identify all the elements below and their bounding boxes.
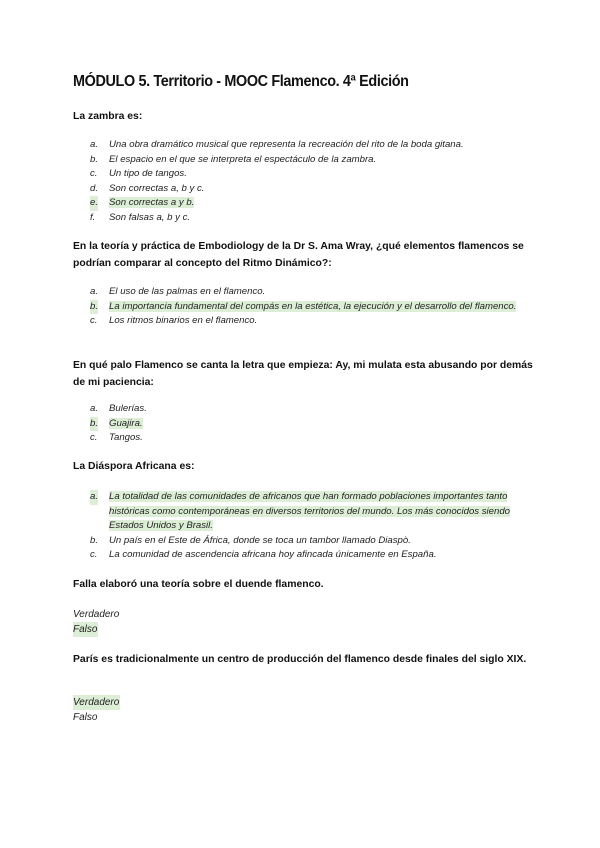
answer-option: f. Son falsas a, b y c. — [90, 211, 191, 223]
answer-option-correct: b. La importancia fundamental del compás en la estética, la ejecución y el desarrollo del flamenco. — [73, 300, 533, 315]
question-1-text: La zambra es: — [73, 111, 143, 122]
document-title: MÓDULO 5. Territorio - MOOC Flamenco. 4ª Edición — [73, 73, 409, 90]
question-3-text: En qué palo Flamenco se canta la letra que empieza: Ay, mi mulata esta abusando por demás de mi paciencia: — [73, 360, 533, 388]
answer-option: c. Un tipo de tangos. — [90, 168, 187, 179]
answer-option: b. Un país en el Este de África, donde se toca un tambor llamado Diaspò. — [90, 534, 411, 546]
true-false-options-5 — [73, 607, 120, 637]
answer-option: Verdadero — [73, 609, 120, 620]
question-3-options — [73, 402, 533, 446]
question-4-text: La Diáspora Africana es: — [73, 461, 195, 472]
answer-option: Falso — [73, 712, 98, 723]
answer-option-correct: a. La totalidad de las comunidades de africanos que han formado poblaciones importantes tanto históricas como contemporáneas en diversos territorios del mundo. Los más conocidos siendo Estados Unidos y Brasil. — [90, 491, 511, 531]
question-5-text: Falla elaboró una teoría sobre el duende flamenco. — [73, 579, 324, 590]
answer-option-correct: Verdadero — [73, 697, 120, 708]
question-2-text: En la teoría y práctica de Embodiology de la Dr S. Ama Wray, ¿qué elementos flamencos se podrían comparar al concepto del Ritmo Dinámico?: — [73, 241, 524, 269]
answer-option: c. La comunidad de ascendencia africana hoy afincada únicamente en España. — [90, 549, 437, 560]
question-6-text: París es tradicionalmente un centro de producción del flamenco desde finales del siglo XIX. — [73, 654, 527, 665]
question-2-options — [73, 285, 533, 329]
true-false-options-6 — [73, 695, 120, 725]
question-1-options — [73, 138, 533, 225]
answer-option: a. Bulerías. — [90, 403, 147, 414]
answer-option: b. El espacio en el que se interpreta el espectáculo de la zambra. — [90, 153, 377, 165]
answer-option: a. Una obra dramático musical que representa la recreación del rito de la boda gitana. — [90, 139, 464, 150]
question-4-options — [73, 490, 533, 563]
answer-option-correct: b. Guajira. — [73, 417, 533, 432]
answer-option-correct: e. Son correctas a y b. — [73, 196, 533, 211]
answer-option-correct: Falso — [73, 624, 98, 635]
answer-option: c. Tangos. — [90, 432, 143, 443]
answer-option: c. Los ritmos binarios en el flamenco. — [90, 315, 258, 326]
answer-option: d. Son correctas a, b y c. — [90, 182, 205, 194]
answer-option: a. El uso de las palmas en el flamenco. — [90, 286, 266, 297]
